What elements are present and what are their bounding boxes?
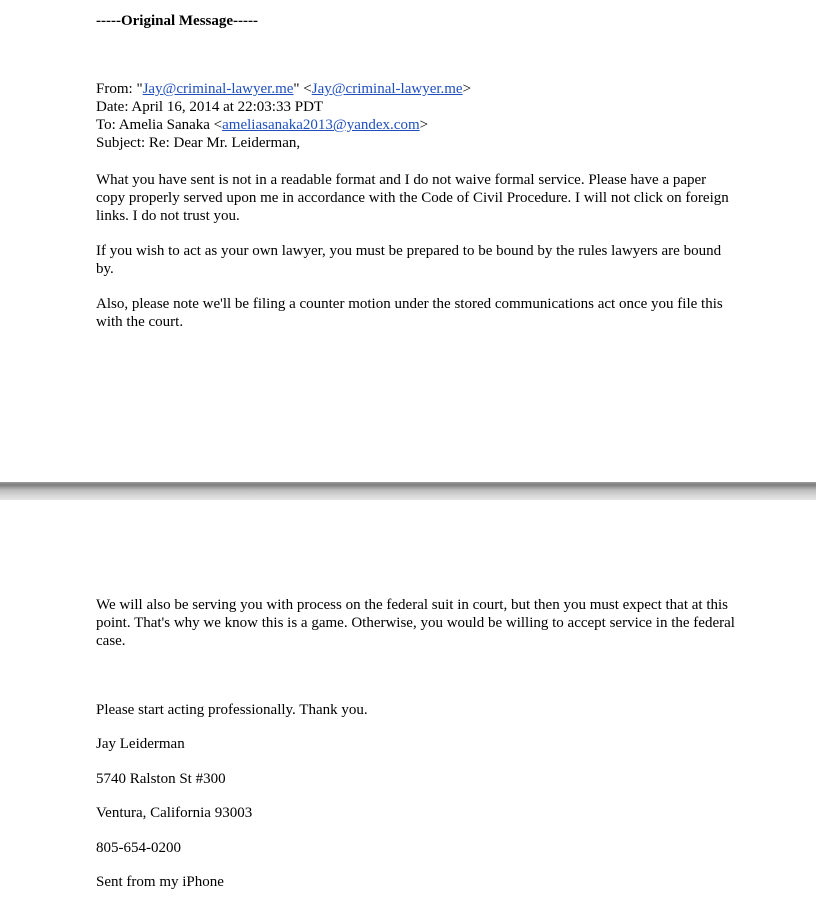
sent-from-device: Sent from my iPhone (96, 874, 224, 890)
signature-city: Ventura, California 93003 (96, 805, 253, 821)
date-line: Date: April 16, 2014 at 22:03:33 PDT (96, 99, 324, 115)
from-close: > (462, 81, 472, 97)
signature-phone: 805-654-0200 (96, 840, 181, 856)
body-paragraph-4: We will also be serving you with process on the federal suit in court, but then you must expect that at this point. That's why we know this is a game. Otherwise, you would be willing to accept service in the federal case. (96, 597, 735, 649)
body-paragraph-3: Also, please note we'll be filing a counter motion under the stored communications act once you file this with the court. (96, 296, 723, 330)
to-line (96, 116, 736, 134)
to-email-link[interactable]: ameliasanaka2013@yandex.com (222, 117, 420, 133)
page-separator (0, 482, 816, 500)
subject-line: Subject: Re: Dear Mr. Leiderman, (96, 135, 301, 151)
from-name-link[interactable]: Jay@criminal-lawyer.me (142, 81, 294, 97)
from-quote-open: " (136, 81, 143, 97)
from-label: From: (96, 81, 137, 97)
body-paragraph-2: If you wish to act as your own lawyer, you must be prepared to be bound by the rules lawyers are bound by. (96, 243, 722, 277)
closing-line: Please start acting professionally. Thank you. (96, 702, 368, 718)
from-email-link[interactable]: Jay@criminal-lawyer.me (311, 81, 463, 97)
email-header (96, 80, 736, 152)
signature-street: 5740 Ralston St #300 (96, 771, 226, 787)
signature-name: Jay Leiderman (96, 736, 185, 752)
to-close: > (419, 117, 429, 133)
to-prefix: To: Amelia Sanaka < (96, 117, 223, 133)
from-line (96, 80, 736, 98)
body-paragraph-1: What you have sent is not in a readable format and I do not waive formal service. Please have a paper copy properly served upon me in accordance with the Code of Civil Procedure. I will not click on foreign links. I do not trust you. (96, 172, 729, 224)
document-page-2 (0, 500, 816, 906)
from-quote-close: " < (293, 81, 312, 97)
original-message-heading: -----Original Message----- (96, 13, 259, 29)
